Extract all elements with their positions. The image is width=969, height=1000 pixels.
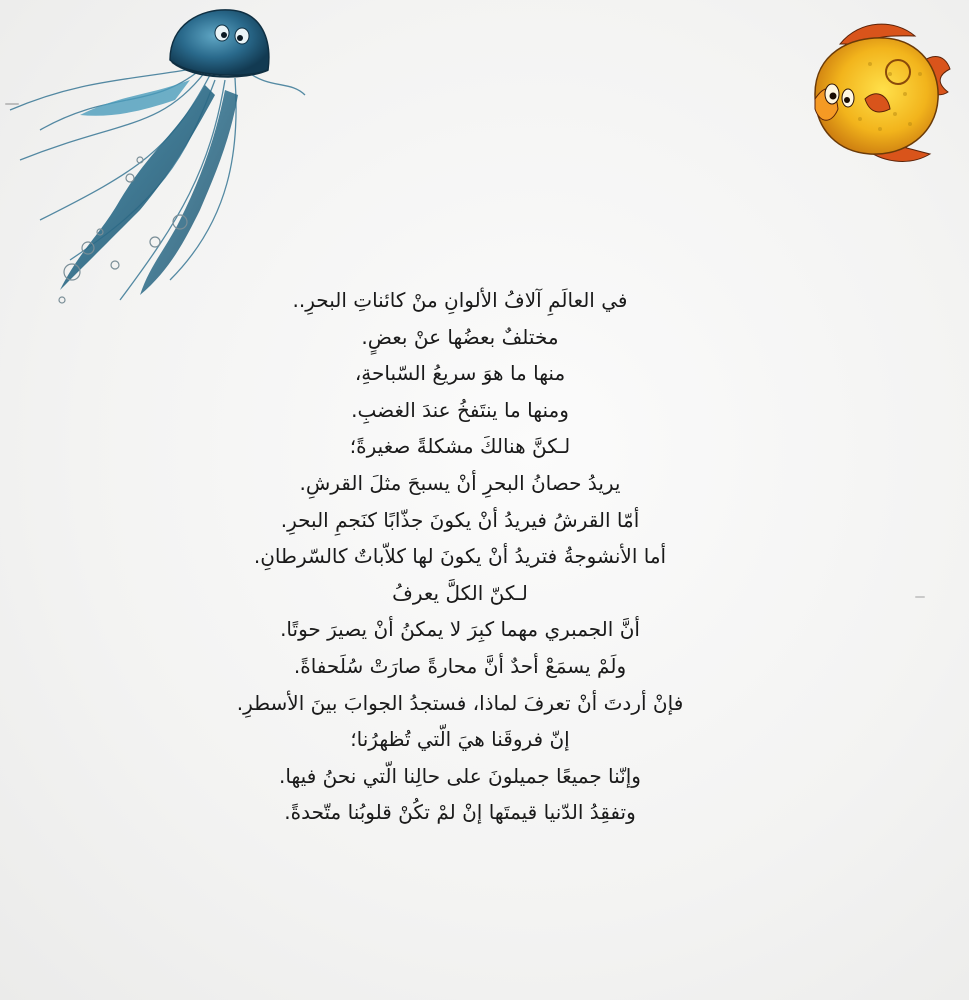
- poem-line: ومنها ما ينتَفخُ عندَ الغضبِ.: [351, 397, 569, 422]
- poem-line: فإنْ أردتَ أنْ تعرفَ لماذا، فستجدُ الجوابَ بينَ الأسطرِ.: [236, 690, 684, 715]
- poem-text: [180, 282, 740, 831]
- page-speck: [915, 596, 925, 598]
- poem-line: إنّ فروقَنا هيَ الّتي تُظهرُنا؛: [350, 727, 570, 752]
- poem-line: في العالَمِ آلافُ الألوانِ منْ كائناتِ البحرِ..: [292, 288, 628, 312]
- poem-line: أما الأنشوجةُ فتريدُ أنْ يكونَ لها كلاّباتٌ كالسّرطانِ.: [253, 544, 667, 569]
- poem-line: مختلفٌ بعضُها عنْ بعضٍ.: [361, 324, 559, 349]
- poem-line: ولَمْ يسمَعْ أحدٌ أنَّ محارةً صارَتْ سُلَحفاةً.: [293, 653, 627, 678]
- poem-line: لـكنَّ هنالكَ مشكلةً صغيرةً؛: [349, 434, 571, 459]
- page-speck: [5, 103, 19, 105]
- poem-line: منها ما هوَ سريعُ السّباحةِ،: [354, 361, 566, 386]
- poem-line: لـكنّ الكلَّ يعرفُ: [392, 580, 528, 605]
- yellow-fish-illustration: [800, 14, 960, 174]
- jellyfish-illustration: [0, 0, 320, 320]
- poem-line: أمّا القرشُ فيريدُ أنْ يكونَ جذّابًا كنَجمِ البحرِ.: [280, 507, 640, 532]
- poem-line: وتفقِدُ الدّنيا قيمتَها إنْ لمْ تكُنْ قلوبُنا متّحدةً.: [284, 800, 636, 825]
- poem-line: أنَّ الجمبري مهما كبِرَ لا يمكنُ أنْ يصيرَ حوتًا.: [280, 617, 640, 642]
- poem-line: يريدُ حصانُ البحرِ أنْ يسبحَ مثلَ القرشِ.: [299, 470, 621, 495]
- poem-line: وإنّنا جميعًا جميلونَ على حالِنا الّتي نحنُ فيها.: [279, 763, 641, 788]
